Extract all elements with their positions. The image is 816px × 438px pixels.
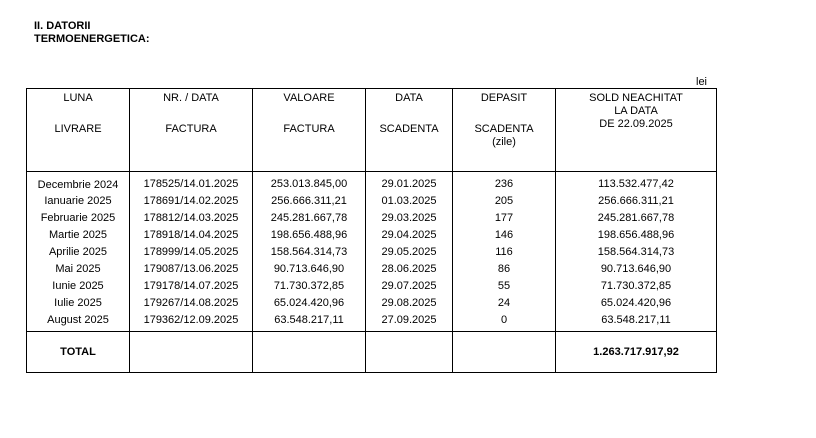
table-row (27, 227, 717, 244)
table-row (27, 193, 717, 210)
cell-luna: Ianuarie 2025 (27, 193, 130, 210)
cell-data-scadenta: 28.06.2025 (366, 261, 453, 278)
total-value: 1.263.717.917,92 (556, 332, 717, 373)
header-scadenta-zile: SCADENTA (zile) (453, 107, 556, 172)
table-row (27, 295, 717, 312)
cell-nr-data: 178812/14.03.2025 (130, 210, 253, 227)
cell-luna: Mai 2025 (27, 261, 130, 278)
cell-sold: 63.548.217,11 (556, 312, 717, 332)
cell-sold: 71.730.372,85 (556, 278, 717, 295)
cell-sold: 245.281.667,78 (556, 210, 717, 227)
cell-nr-data: 178691/14.02.2025 (130, 193, 253, 210)
header-data: DATA (366, 89, 453, 108)
cell-data-scadenta: 27.09.2025 (366, 312, 453, 332)
header-row-1 (27, 89, 717, 108)
table-body (27, 172, 717, 332)
total-label: TOTAL (27, 332, 130, 373)
cell-depasit: 116 (453, 244, 556, 261)
cell-sold: 198.656.488,96 (556, 227, 717, 244)
heading-line-1: II. DATORII (34, 20, 91, 32)
cell-nr-data: 179178/14.07.2025 (130, 278, 253, 295)
cell-data-scadenta: 29.05.2025 (366, 244, 453, 261)
cell-sold: 65.024.420,96 (556, 295, 717, 312)
cell-valoare: 198.656.488,96 (253, 227, 366, 244)
cell-luna: Iulie 2025 (27, 295, 130, 312)
currency-unit: lei (696, 76, 708, 88)
table-row (27, 172, 717, 194)
cell-depasit: 55 (453, 278, 556, 295)
cell-depasit: 205 (453, 193, 556, 210)
header-nr-data: NR. / DATA (130, 89, 253, 108)
table-row (27, 210, 717, 227)
total-empty-cell (366, 332, 453, 373)
cell-data-scadenta: 29.08.2025 (366, 295, 453, 312)
cell-valoare: 245.281.667,78 (253, 210, 366, 227)
cell-nr-data: 179267/14.08.2025 (130, 295, 253, 312)
cell-sold: 90.713.646,90 (556, 261, 717, 278)
heading-line-2: TERMOENERGETICA: (34, 33, 150, 45)
header-scadenta: SCADENTA (366, 107, 453, 172)
total-empty-cell (130, 332, 253, 373)
section-heading (34, 20, 150, 46)
header-factura-nr: FACTURA (130, 107, 253, 172)
table-row (27, 261, 717, 278)
total-empty-cell (453, 332, 556, 373)
cell-valoare: 65.024.420,96 (253, 295, 366, 312)
header-livrare: LIVRARE (27, 107, 130, 172)
cell-data-scadenta: 01.03.2025 (366, 193, 453, 210)
header-valoare: VALOARE (253, 89, 366, 108)
table-row (27, 244, 717, 261)
cell-nr-data: 178918/14.04.2025 (130, 227, 253, 244)
cell-valoare: 90.713.646,90 (253, 261, 366, 278)
cell-depasit: 0 (453, 312, 556, 332)
debts-table (26, 88, 717, 373)
cell-depasit: 177 (453, 210, 556, 227)
header-factura-valoare: FACTURA (253, 107, 366, 172)
cell-depasit: 86 (453, 261, 556, 278)
cell-valoare: 71.730.372,85 (253, 278, 366, 295)
header-sold-neachitat: SOLD NEACHITAT LA DATA DE 22.09.2025 (556, 89, 717, 172)
header-depasit: DEPASIT (453, 89, 556, 108)
cell-depasit: 24 (453, 295, 556, 312)
cell-luna: Martie 2025 (27, 227, 130, 244)
header-luna: LUNA (27, 89, 130, 108)
total-empty-cell (253, 332, 366, 373)
cell-data-scadenta: 29.04.2025 (366, 227, 453, 244)
cell-data-scadenta: 29.01.2025 (366, 172, 453, 194)
cell-valoare: 256.666.311,21 (253, 193, 366, 210)
table-row (27, 312, 717, 332)
cell-sold: 158.564.314,73 (556, 244, 717, 261)
cell-nr-data: 179362/12.09.2025 (130, 312, 253, 332)
cell-depasit: 236 (453, 172, 556, 194)
cell-nr-data: 179087/13.06.2025 (130, 261, 253, 278)
cell-data-scadenta: 29.07.2025 (366, 278, 453, 295)
cell-sold: 113.532.477,42 (556, 172, 717, 194)
cell-depasit: 146 (453, 227, 556, 244)
cell-valoare: 63.548.217,11 (253, 312, 366, 332)
total-row (27, 332, 717, 373)
cell-luna: Decembrie 2024 (27, 172, 130, 194)
cell-luna: August 2025 (27, 312, 130, 332)
cell-nr-data: 178999/14.05.2025 (130, 244, 253, 261)
cell-nr-data: 178525/14.01.2025 (130, 172, 253, 194)
cell-data-scadenta: 29.03.2025 (366, 210, 453, 227)
cell-luna: Aprilie 2025 (27, 244, 130, 261)
cell-valoare: 158.564.314,73 (253, 244, 366, 261)
cell-luna: Februarie 2025 (27, 210, 130, 227)
table-row (27, 278, 717, 295)
cell-luna: Iunie 2025 (27, 278, 130, 295)
cell-sold: 256.666.311,21 (556, 193, 717, 210)
cell-valoare: 253.013.845,00 (253, 172, 366, 194)
